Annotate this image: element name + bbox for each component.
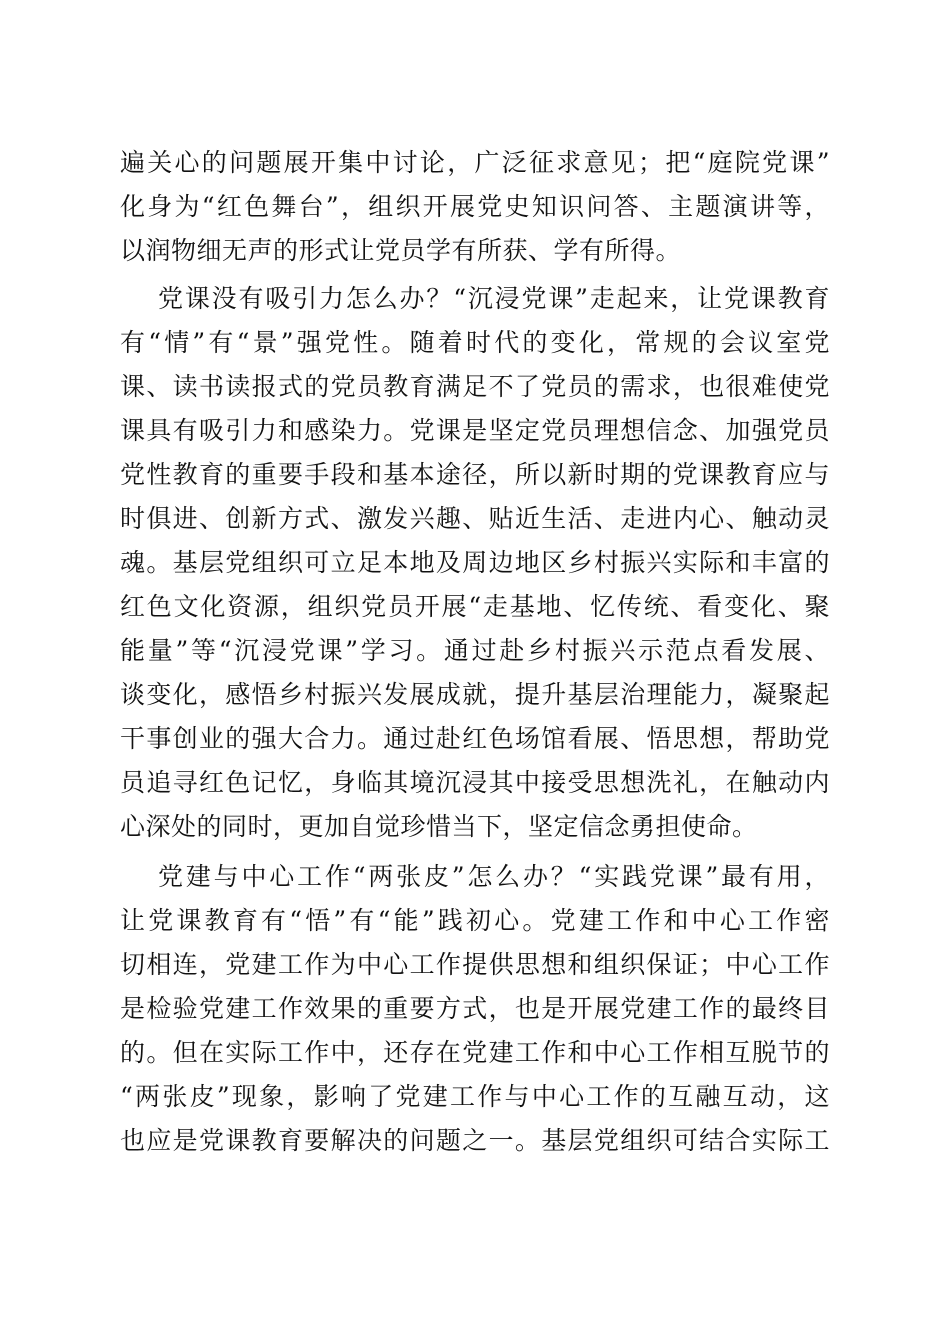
paragraph-3-line-7: 也应是党课教育要解决的问题之一。基层党组织可结合实际工: [120, 1126, 830, 1155]
paragraph-3-line-4: 是检验党建工作效果的重要方式，也是开展党建工作的最终目: [120, 994, 830, 1023]
paragraph-2-line-3: 课、读书读报式的党员教育满足不了党员的需求，也很难使党: [120, 372, 830, 401]
paragraph-2-line-8: 红色文化资源，组织党员开展“走基地、忆传统、看变化、聚: [120, 592, 830, 621]
paragraph-3-line-2: 让党课教育有“悟”有“能”践初心。党建工作和中心工作密: [120, 906, 830, 935]
paragraph-3-line-5: 的。但在实际工作中，还存在党建工作和中心工作相互脱节的: [120, 1038, 830, 1067]
paragraph-2-line-13: 心深处的同时，更加自觉珍惜当下，坚定信念勇担使命。: [120, 812, 758, 841]
paragraph-2-line-2: 有“情”有“景”强党性。随着时代的变化，常规的会议室党: [120, 328, 830, 357]
paragraph-2-line-5: 党性教育的重要手段和基本途径，所以新时期的党课教育应与: [120, 460, 830, 489]
paragraph-2-line-9: 能量”等“沉浸党课”学习。通过赴乡村振兴示范点看发展、: [120, 636, 830, 665]
paragraph-2-line-10: 谈变化，感悟乡村振兴发展成就，提升基层治理能力，凝聚起: [120, 680, 830, 709]
paragraph-3-line-3: 切相连，党建工作为中心工作提供思想和组织保证；中心工作: [120, 950, 830, 979]
paragraph-1-line-3: 以润物细无声的形式让党员学有所获、学有所得。: [120, 236, 682, 265]
paragraph-1-line-1: 遍关心的问题展开集中讨论，广泛征求意见；把“庭院党课”: [120, 148, 830, 177]
paragraph-3-line-6: “两张皮”现象，影响了党建工作与中心工作的互融互动，这: [120, 1082, 830, 1111]
paragraph-2-line-6: 时俱进、创新方式、激发兴趣、贴近生活、走进内心、触动灵: [120, 504, 830, 533]
paragraph-1-line-2: 化身为“红色舞台”，组织开展党史知识问答、主题演讲等，: [120, 192, 830, 221]
paragraph-2-line-7: 魂。基层党组织可立足本地及周边地区乡村振兴实际和丰富的: [120, 548, 830, 577]
paragraph-3-line-1: 党建与中心工作“两张皮”怎么办？“实践党课”最有用，: [158, 862, 830, 891]
paragraph-2-line-4: 课具有吸引力和感染力。党课是坚定党员理想信念、加强党员: [120, 416, 830, 445]
paragraph-2-line-11: 干事创业的强大合力。通过赴红色场馆看展、悟思想，帮助党: [120, 724, 830, 753]
paragraph-2-line-12: 员追寻红色记忆，身临其境沉浸其中接受思想洗礼，在触动内: [120, 768, 830, 797]
paragraph-2-line-1: 党课没有吸引力怎么办？“沉浸党课”走起来，让党课教育: [158, 284, 830, 313]
